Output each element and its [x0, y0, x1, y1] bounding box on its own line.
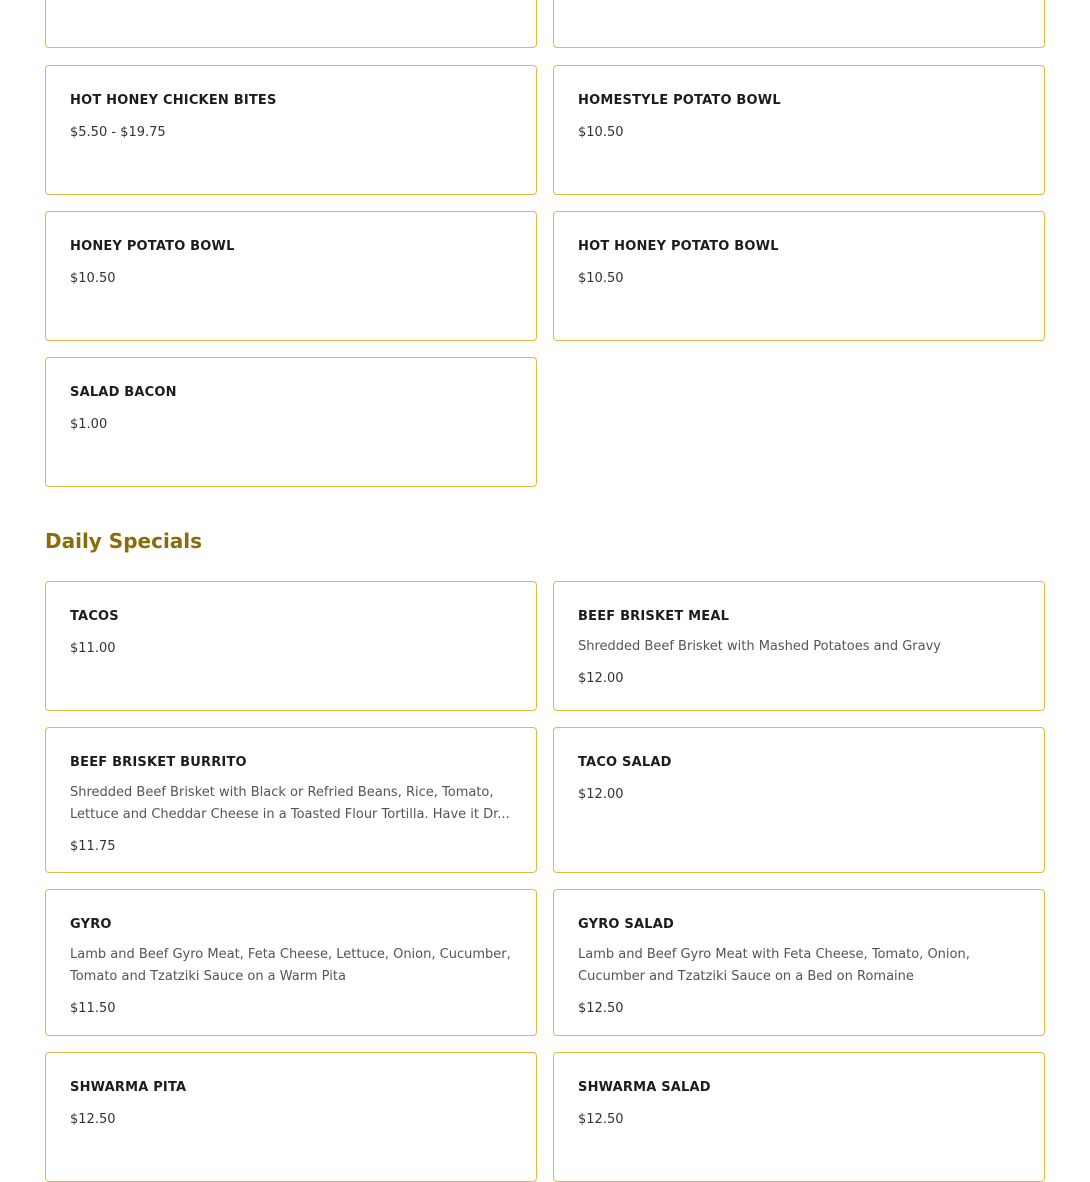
- item-name: BEEF BRISKET MEAL: [578, 609, 730, 624]
- item-price: $12.50: [578, 1112, 624, 1127]
- item-price: $10.50: [578, 125, 624, 140]
- item-price: $5.50 - $19.75: [70, 125, 166, 140]
- menu-item-card[interactable]: [553, 65, 1045, 195]
- item-name: HOT HONEY CHICKEN BITES: [70, 93, 277, 108]
- menu-item-card[interactable]: [45, 581, 537, 711]
- item-price: $11.50: [70, 1001, 116, 1016]
- item-price: $11.75: [70, 839, 116, 854]
- item-name: HOT HONEY POTATO BOWL: [578, 239, 779, 254]
- item-name: SALAD BACON: [70, 385, 177, 400]
- item-price: $10.50: [578, 271, 624, 286]
- item-name: SHWARMA SALAD: [578, 1080, 711, 1095]
- item-name: GYRO: [70, 917, 112, 932]
- menu-item-card[interactable]: [553, 889, 1045, 1036]
- menu-item-card[interactable]: [45, 0, 537, 48]
- item-price: $1.00: [70, 417, 108, 432]
- menu-item-card[interactable]: [553, 1052, 1045, 1182]
- item-price: $12.50: [578, 1001, 624, 1016]
- item-name: TACOS: [70, 609, 119, 624]
- menu-item-card[interactable]: [45, 357, 537, 487]
- item-description: Shredded Beef Brisket with Black or Refried Beans, Rice, Tomato, Lettuce and Cheddar Cheese in a Toasted Flour Tortilla. Have it Dr...: [70, 785, 510, 822]
- menu-item-card[interactable]: [45, 727, 537, 873]
- menu-item-card[interactable]: [553, 211, 1045, 341]
- item-name: HONEY POTATO BOWL: [70, 239, 235, 254]
- menu-item-card[interactable]: [45, 65, 537, 195]
- item-name: HOMESTYLE POTATO BOWL: [578, 93, 781, 108]
- item-price: $12.50: [70, 1112, 116, 1127]
- item-price: $10.50: [70, 271, 116, 286]
- item-name: SHWARMA PITA: [70, 1080, 187, 1095]
- item-description: Lamb and Beef Gyro Meat with Feta Cheese, Tomato, Onion, Cucumber and Tzatziki Sauce on a Bed on Romaine: [578, 947, 970, 984]
- menu-item-card[interactable]: [45, 1052, 537, 1182]
- menu-item-card[interactable]: [553, 0, 1045, 48]
- item-name: TACO SALAD: [578, 755, 672, 770]
- item-price: $11.00: [70, 641, 116, 656]
- item-description: Lamb and Beef Gyro Meat, Feta Cheese, Lettuce, Onion, Cucumber, Tomato and Tzatziki Sauce on a Warm Pita: [70, 947, 511, 984]
- menu-item-card[interactable]: [45, 889, 537, 1036]
- item-name: BEEF BRISKET BURRITO: [70, 755, 247, 770]
- item-description: Shredded Beef Brisket with Mashed Potatoes and Gravy: [578, 639, 941, 654]
- item-price: $12.00: [578, 787, 624, 802]
- item-price: $12.00: [578, 671, 624, 686]
- item-name: GYRO SALAD: [578, 917, 674, 932]
- menu-item-card[interactable]: [553, 581, 1045, 711]
- section-title: Daily Specials: [45, 529, 203, 553]
- menu-item-card[interactable]: [553, 727, 1045, 873]
- menu-item-card[interactable]: [45, 211, 537, 341]
